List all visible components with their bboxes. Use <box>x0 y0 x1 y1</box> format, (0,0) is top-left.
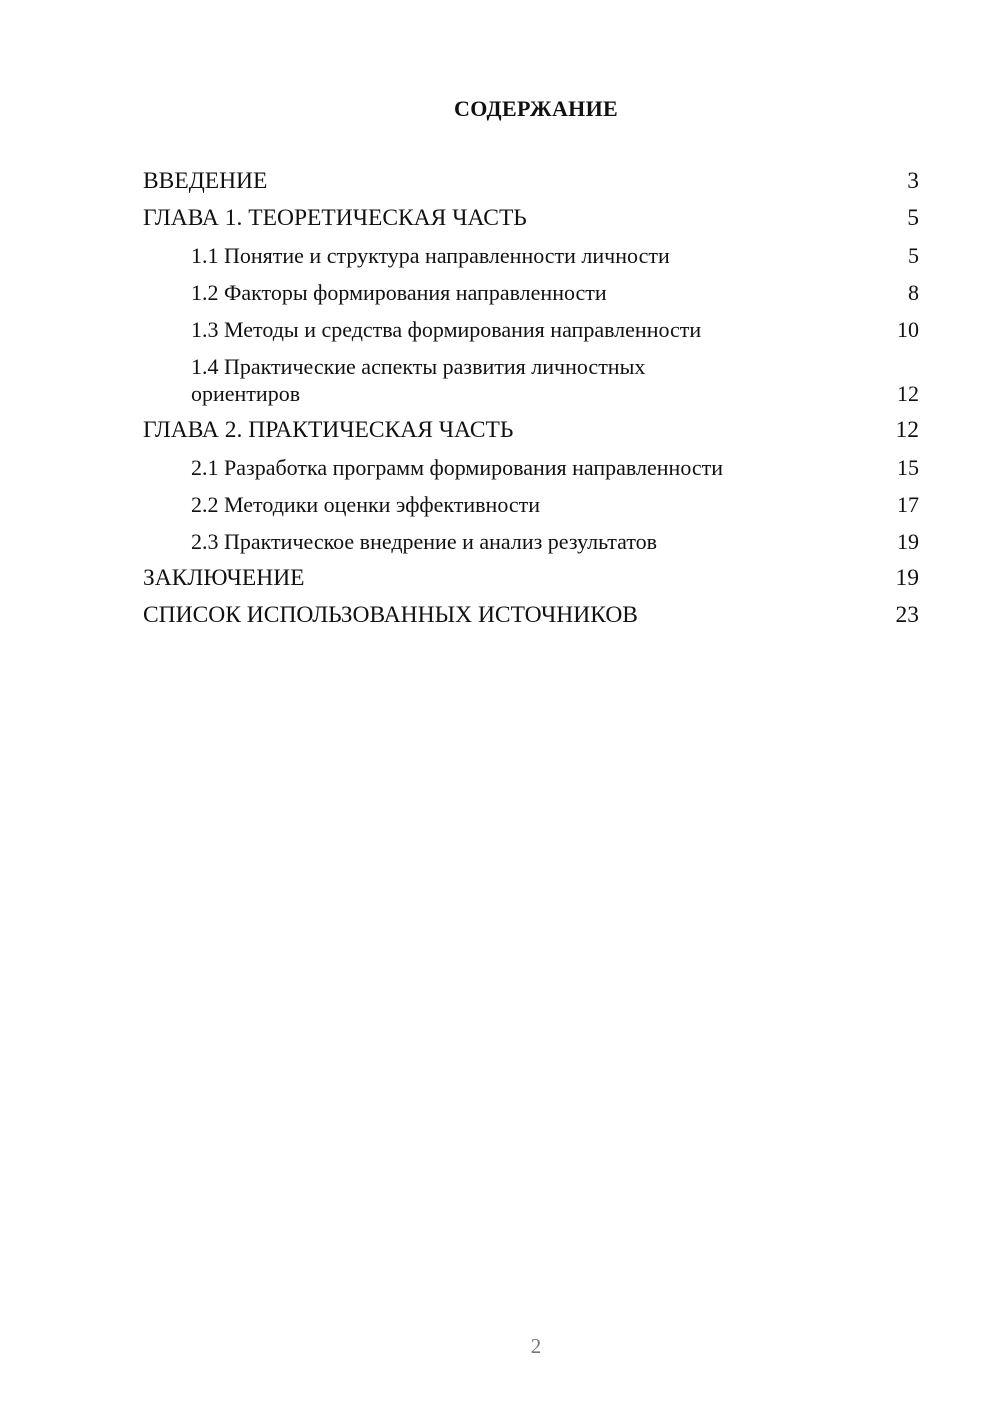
toc-entry-page: 19 <box>897 529 919 554</box>
toc-entry-chapter-2 <box>143 417 919 444</box>
toc-entry-page: 10 <box>897 317 919 342</box>
toc-entry-label: ГЛАВА 1. ТЕОРЕТИЧЕСКАЯ ЧАСТЬ <box>143 205 527 231</box>
toc-entry-page: 23 <box>895 602 919 628</box>
table-of-contents <box>143 168 919 639</box>
toc-entry-section-1-2 <box>143 279 919 306</box>
toc-entry-label: 2.1 Разработка программ формирования направленности <box>191 455 724 480</box>
toc-entry-section-2-1 <box>143 454 919 481</box>
toc-entry-section-1-3 <box>143 316 919 343</box>
toc-entry-references <box>143 602 919 629</box>
toc-entry-page: 17 <box>897 492 919 517</box>
toc-entry-conclusion <box>143 565 919 592</box>
toc-entry-page: 12 <box>895 417 919 443</box>
toc-entry-label: СПИСОК ИСПОЛЬЗОВАННЫХ ИСТОЧНИКОВ <box>143 602 638 628</box>
toc-entry-label: 1.3 Методы и средства формирования направленности <box>191 317 702 342</box>
toc-entry-section-2-2 <box>143 491 919 518</box>
toc-entry-page: 8 <box>908 280 919 305</box>
toc-entry-label: ВВЕДЕНИЕ <box>143 168 268 194</box>
toc-entry-label: 2.3 Практическое внедрение и анализ результатов <box>191 529 658 554</box>
toc-entry-page: 15 <box>897 455 919 480</box>
toc-entry-page: 3 <box>907 168 919 194</box>
toc-entry-introduction <box>143 168 919 195</box>
toc-entry-label: 1.4 Практические аспекты развития личностных ориентиров <box>191 354 646 406</box>
page-title: СОДЕРЖАНИЕ <box>454 96 618 121</box>
toc-entry-section-1-4 <box>143 353 919 407</box>
toc-entry-page: 5 <box>908 243 919 268</box>
page-number: 2 <box>530 1334 542 1358</box>
toc-entry-label: ЗАКЛЮЧЕНИЕ <box>143 565 305 591</box>
toc-entry-section-2-3 <box>143 528 919 555</box>
toc-entry-label: 2.2 Методики оценки эффективности <box>191 492 541 517</box>
toc-entry-page: 19 <box>895 565 919 591</box>
toc-entry-chapter-1 <box>143 205 919 232</box>
toc-entry-label: 1.2 Факторы формирования направленности <box>191 280 607 305</box>
toc-entry-label: ГЛАВА 2. ПРАКТИЧЕСКАЯ ЧАСТЬ <box>143 417 514 443</box>
toc-entry-page: 12 <box>897 381 919 406</box>
toc-entry-section-1-1 <box>143 242 919 269</box>
toc-entry-label: 1.1 Понятие и структура направленности личности <box>191 243 670 268</box>
toc-entry-page: 5 <box>907 205 919 231</box>
